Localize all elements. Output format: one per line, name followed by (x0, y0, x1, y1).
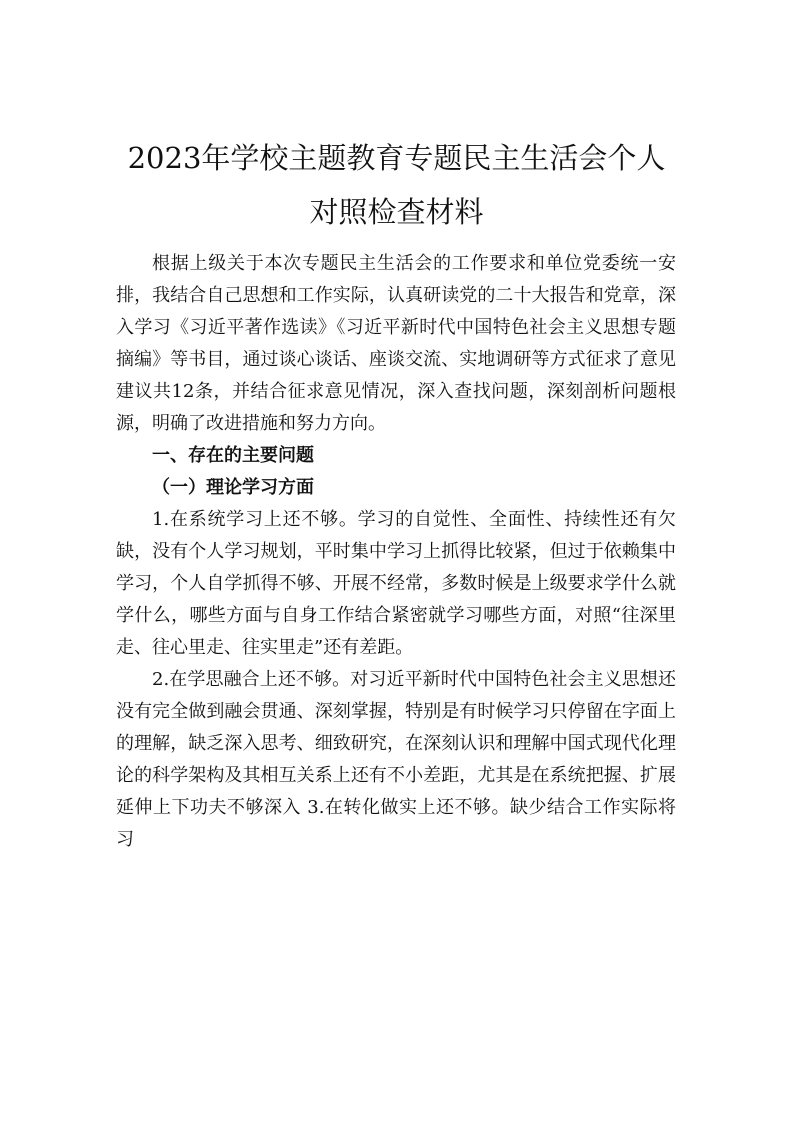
subsection-heading-theory-study: （一）理论学习方面 (152, 477, 314, 498)
document-title-line-2: 对照检查材料 (309, 195, 484, 229)
intro-paragraph: 根据上级关于本次专题民主生活会的工作要求和单位党委统一安排，我结合自己思想和工作实际，认真研读党的二十大报告和党章，深入学习《习近平著作选读》《习近平新时代中国特色社会主义思想专题摘编》等书目，通过谈心谈话、座谈交流、实地调研等方式征求了意见建议共12条，并结合征求意见情况，深入查找问题，深刻剖析问题根源，明确了改进措施和努力方向。 (116, 253, 676, 434)
problem-item-2: 2.在学思融合上还不够。对习近平新时代中国特色社会主义思想还没有完全做到融会贯通、深刻掌握，特别是有时候学习只停留在字面上的理解，缺乏深入思考、细致研究，在深刻认识和理解中国式现代化理论的科学架构及其相互关系上还有不小差距，尤其是在系统把握、扩展延伸上下功夫不够深入 3.在转化做实上还不够。缺少结合工作实际将习 (116, 669, 676, 850)
document-body (116, 248, 676, 856)
problem-item-1: 1.在系统学习上还不够。学习的自觉性、全面性、持续性还有欠缺，没有个人学习规划，平时集中学习上抓得比较紧，但过于依赖集中学习，个人自学抓得不够、开展不经常，多数时候是上级要求学什么就学什么，哪些方面与自身工作结合紧密就学习哪些方面，对照“往深里走、往心里走、往实里走”还有差距。 (116, 509, 676, 658)
document-title-line-1: 2023年学校主题教育专题民主生活会个人 (127, 141, 666, 175)
section-heading-main-problems: 一、存在的主要问题 (152, 445, 314, 466)
